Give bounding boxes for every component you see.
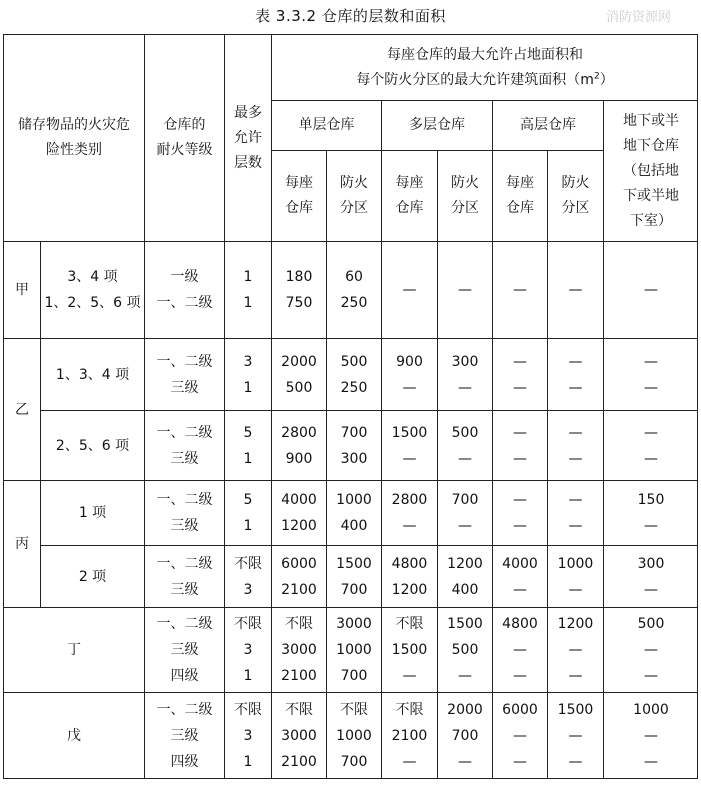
cell-value: 一、二级 bbox=[156, 555, 213, 572]
cell-value: 不限 bbox=[395, 701, 424, 718]
group-label-bing: 丙 bbox=[15, 536, 29, 552]
group-label-yi: 乙 bbox=[15, 401, 29, 418]
cell-hz bbox=[548, 411, 603, 480]
header-max-floors-line: 最多 bbox=[234, 104, 262, 121]
cell-value: 2000 bbox=[447, 701, 483, 718]
cell-value: 2、5、6 项 bbox=[55, 437, 130, 454]
cell-hb bbox=[493, 546, 547, 607]
cell-sb bbox=[272, 608, 326, 692]
cell-value: 6000 bbox=[502, 701, 538, 718]
cell-floors bbox=[225, 608, 271, 692]
cell-ug bbox=[604, 242, 698, 338]
header-per-zone-line: 防火 bbox=[561, 175, 590, 191]
cell-value: 3 bbox=[243, 642, 253, 658]
header-category-line: 险性类别 bbox=[46, 142, 102, 158]
cell-value: — bbox=[568, 492, 583, 508]
cell-hb bbox=[493, 481, 547, 545]
cell-value: — bbox=[568, 424, 583, 441]
cell-value: — bbox=[644, 450, 658, 467]
cell-value: 700 bbox=[451, 492, 479, 508]
cell-value: 500 bbox=[340, 353, 368, 370]
cell-value: 500 bbox=[451, 642, 479, 658]
cell-sz bbox=[327, 546, 381, 607]
cell-rating bbox=[145, 339, 224, 410]
cell-value: — bbox=[568, 379, 583, 396]
cell-value: 一、二级 bbox=[156, 353, 213, 370]
header-area-line: 每座仓库的最大允许占地面积和 bbox=[387, 46, 583, 63]
header-max-floors-line: 层数 bbox=[234, 154, 262, 171]
cell-mb bbox=[382, 481, 437, 545]
cell-value: — bbox=[402, 450, 417, 467]
header-fire-rating bbox=[145, 35, 224, 241]
cell-value: — bbox=[568, 727, 583, 744]
cell-value: — bbox=[644, 353, 658, 370]
header-max-floors-line: 允许 bbox=[234, 129, 262, 146]
cell-value: 4000 bbox=[281, 492, 317, 508]
header-area-close: ） bbox=[599, 71, 614, 88]
cell-hb bbox=[493, 242, 547, 338]
cell-rating bbox=[145, 481, 224, 545]
cell-value: — bbox=[458, 753, 472, 770]
cell-value: 1 bbox=[243, 668, 253, 684]
cell-hb bbox=[493, 339, 547, 410]
cell-value: 2100 bbox=[281, 581, 317, 598]
cell-value: — bbox=[644, 282, 658, 298]
cell-value: — bbox=[513, 353, 527, 370]
cell-value: 4800 bbox=[391, 555, 428, 572]
header-area-text: 每个防火分区的最大允许建筑面积（m bbox=[356, 71, 594, 88]
cell-value: 1 bbox=[243, 753, 253, 770]
table-title: 表 3.3.2 仓库的层数和面积 bbox=[255, 7, 446, 25]
cell-value: 一、二级 bbox=[156, 701, 213, 718]
cell-value: 三级 bbox=[170, 727, 199, 744]
cell-value: 1200 bbox=[281, 518, 317, 534]
cell-value: 一级 bbox=[170, 269, 199, 285]
cell-floors bbox=[225, 411, 271, 480]
cell-value: 1 bbox=[243, 450, 253, 467]
cell-value: 6000 bbox=[281, 555, 317, 572]
header-area-group bbox=[272, 35, 698, 100]
header-underground bbox=[604, 101, 698, 241]
cell-value: — bbox=[568, 581, 583, 598]
cell-value: 一、二级 bbox=[156, 295, 213, 311]
cell-value: — bbox=[568, 753, 583, 770]
cell-value: 三级 bbox=[170, 450, 199, 467]
cell-sz bbox=[327, 608, 381, 692]
cell-value: 4000 bbox=[502, 555, 538, 572]
cell-value: 4800 bbox=[502, 616, 538, 632]
cell-ug bbox=[604, 608, 698, 692]
cell-value: 150 bbox=[637, 492, 665, 508]
cell-value: 3000 bbox=[281, 642, 317, 658]
cell-value: 一、二级 bbox=[156, 424, 213, 441]
cell-hz bbox=[548, 693, 603, 778]
cell-value: 不限 bbox=[285, 616, 313, 632]
cell-mz bbox=[438, 411, 492, 480]
header-single-building bbox=[272, 151, 326, 241]
header-multi-building bbox=[382, 151, 437, 241]
cell-value: 1、2、5、6 项 bbox=[44, 295, 141, 311]
header-per-building-line: 每座 bbox=[285, 175, 313, 191]
header-multi-zone bbox=[438, 151, 492, 241]
cell-value: 三级 bbox=[170, 518, 199, 534]
cell-value: 1 bbox=[243, 269, 253, 285]
cell-value: 3000 bbox=[281, 727, 317, 744]
cell-value: 2800 bbox=[281, 424, 317, 441]
cell-value: 2000 bbox=[281, 353, 317, 370]
cell-value: 3 bbox=[243, 727, 253, 744]
cell-value: — bbox=[644, 379, 658, 396]
cell-value: 300 bbox=[637, 555, 665, 572]
cell-mb bbox=[382, 242, 437, 338]
cell-value: 一、二级 bbox=[156, 492, 213, 508]
cell-floors bbox=[225, 339, 271, 410]
header-single-zone bbox=[327, 151, 381, 241]
cell-ug bbox=[604, 693, 698, 778]
header-high-zone bbox=[548, 151, 603, 241]
header-fire-rating-line: 仓库的 bbox=[163, 117, 206, 133]
cell-value: — bbox=[568, 450, 583, 467]
cell-value: — bbox=[513, 727, 527, 744]
cell-mz bbox=[438, 693, 492, 778]
cell-mz bbox=[438, 339, 492, 410]
cell-value: — bbox=[458, 379, 472, 396]
cell-value: 1 bbox=[243, 379, 253, 396]
cell-value: 300 bbox=[451, 353, 479, 370]
cell-value: 1 项 bbox=[78, 505, 107, 521]
cell-value: 300 bbox=[340, 450, 368, 467]
cell-value: — bbox=[513, 581, 527, 598]
header-per-zone-line: 分区 bbox=[451, 200, 479, 216]
cell-value: 750 bbox=[285, 295, 313, 311]
cell-value: 400 bbox=[340, 518, 368, 534]
cell-value: 1000 bbox=[336, 492, 372, 508]
cell-rating bbox=[145, 608, 224, 692]
cell-value: — bbox=[568, 282, 583, 298]
cell-value: 1000 bbox=[557, 555, 594, 572]
cell-floors bbox=[225, 546, 271, 607]
header-underground-line: 地下仓库 bbox=[623, 137, 679, 154]
header-category bbox=[4, 35, 144, 241]
cell-value: 500 bbox=[451, 424, 479, 441]
header-category-line: 储存物品的火灾危 bbox=[18, 117, 130, 133]
cell-mz bbox=[438, 608, 492, 692]
cell-sz bbox=[327, 339, 381, 410]
cell-value: — bbox=[458, 282, 472, 298]
cell-value: 3 bbox=[243, 353, 253, 370]
cell-rating bbox=[145, 546, 224, 607]
cell-mz bbox=[438, 546, 492, 607]
cell-hb bbox=[493, 411, 547, 480]
cell-mb bbox=[382, 546, 437, 607]
cell-value: 三级 bbox=[170, 379, 199, 396]
group-label-wu: 戊 bbox=[67, 727, 81, 744]
cell-ug bbox=[604, 339, 698, 410]
cell-sb bbox=[272, 242, 326, 338]
cell-value: 180 bbox=[285, 269, 313, 285]
cell-value: 四级 bbox=[170, 668, 199, 684]
cell-hb bbox=[493, 693, 547, 778]
cell-floors bbox=[225, 693, 271, 778]
header-area-sup: 2 bbox=[593, 70, 600, 81]
cell-value: 1 bbox=[243, 295, 253, 311]
cell-value: 不限 bbox=[395, 616, 424, 632]
cell-item bbox=[41, 339, 144, 410]
header-high: 高层仓库 bbox=[520, 117, 576, 133]
header-underground-line: 地下或半 bbox=[623, 112, 679, 129]
cell-hz bbox=[548, 481, 603, 545]
header-per-building-line: 仓库 bbox=[285, 200, 313, 216]
header-fire-rating-line: 耐火等级 bbox=[156, 142, 213, 158]
cell-value: 5 bbox=[243, 424, 253, 441]
cell-value: 不限 bbox=[285, 701, 313, 718]
cell-value: 四级 bbox=[170, 753, 199, 770]
cell-value: 2100 bbox=[281, 668, 317, 684]
cell-ug bbox=[604, 411, 698, 480]
cell-value: 1500 bbox=[557, 701, 594, 718]
header-underground-line: （包括地 bbox=[623, 162, 679, 179]
cell-floors bbox=[225, 481, 271, 545]
header-max-floors bbox=[225, 35, 271, 241]
cell-value: — bbox=[513, 282, 527, 298]
cell-value: 1200 bbox=[557, 616, 594, 632]
cell-hz bbox=[548, 242, 603, 338]
cell-hz bbox=[548, 546, 603, 607]
cell-value: 1、3、4 项 bbox=[55, 366, 130, 383]
cell-sb bbox=[272, 411, 326, 480]
cell-value: — bbox=[644, 753, 658, 770]
cell-rating bbox=[145, 693, 224, 778]
header-single: 单层仓库 bbox=[298, 117, 355, 133]
cell-value: 700 bbox=[340, 424, 368, 441]
cell-value: — bbox=[513, 753, 527, 770]
cell-item bbox=[41, 546, 144, 607]
cell-value: 5 bbox=[243, 492, 253, 508]
cell-value: 不限 bbox=[234, 701, 262, 718]
cell-value: — bbox=[402, 379, 417, 396]
cell-value: — bbox=[402, 753, 417, 770]
cell-value: 2100 bbox=[391, 727, 428, 744]
cell-value: — bbox=[568, 642, 583, 658]
cell-sb bbox=[272, 546, 326, 607]
cell-value: — bbox=[568, 518, 583, 534]
cell-value: — bbox=[513, 424, 527, 441]
cell-value: — bbox=[644, 668, 658, 684]
cell-mb bbox=[382, 693, 437, 778]
header-per-zone-line: 分区 bbox=[561, 200, 590, 216]
cell-value: — bbox=[644, 581, 658, 598]
cell-value: 3 bbox=[243, 581, 253, 598]
header-per-building-line: 仓库 bbox=[506, 200, 534, 216]
cell-value: 250 bbox=[340, 295, 368, 311]
cell-item bbox=[41, 242, 144, 338]
cell-value: 2800 bbox=[391, 492, 428, 508]
cell-value: — bbox=[644, 642, 658, 658]
cell-value: 400 bbox=[451, 581, 479, 598]
cell-item bbox=[41, 481, 144, 545]
cell-value: 1000 bbox=[336, 642, 372, 658]
header-per-building-line: 仓库 bbox=[395, 200, 424, 216]
cell-value: 700 bbox=[340, 581, 368, 598]
cell-value: 1500 bbox=[336, 555, 372, 572]
cell-sb bbox=[272, 339, 326, 410]
cell-mb bbox=[382, 339, 437, 410]
cell-value: 1 bbox=[243, 518, 253, 534]
cell-value: 不限 bbox=[234, 616, 262, 632]
cell-value: 500 bbox=[637, 616, 665, 632]
cell-value: — bbox=[513, 642, 527, 658]
header-underground-line: 下或半地 bbox=[623, 187, 679, 204]
cell-value: — bbox=[568, 668, 583, 684]
cell-floors bbox=[225, 242, 271, 338]
cell-value: 900 bbox=[285, 450, 313, 467]
cell-value: — bbox=[568, 353, 583, 370]
cell-value: 60 bbox=[345, 269, 363, 285]
cell-value: 700 bbox=[451, 727, 479, 744]
header-area-line bbox=[356, 68, 613, 93]
cell-hz bbox=[548, 608, 603, 692]
cell-value: — bbox=[402, 518, 417, 534]
group-label-jia: 甲 bbox=[15, 282, 29, 298]
cell-mz bbox=[438, 242, 492, 338]
cell-ug bbox=[604, 546, 698, 607]
cell-value: 1200 bbox=[447, 555, 483, 572]
header-underground-line: 下室） bbox=[630, 212, 672, 229]
cell-value: 不限 bbox=[340, 701, 368, 718]
cell-sz bbox=[327, 693, 381, 778]
cell-rating bbox=[145, 411, 224, 480]
cell-value: 2100 bbox=[281, 753, 317, 770]
cell-hz bbox=[548, 339, 603, 410]
cell-value: 3000 bbox=[336, 616, 372, 632]
cell-hb bbox=[493, 608, 547, 692]
cell-value: — bbox=[513, 668, 527, 684]
cell-value: — bbox=[513, 379, 527, 396]
header-per-zone-line: 分区 bbox=[340, 200, 368, 216]
cell-value: 1000 bbox=[336, 727, 372, 744]
cell-value: 250 bbox=[340, 379, 368, 396]
header-high-building bbox=[493, 151, 547, 241]
cell-mz bbox=[438, 481, 492, 545]
cell-value: — bbox=[644, 518, 658, 534]
cell-value: — bbox=[644, 727, 658, 744]
watermark: 消防资源网 bbox=[606, 10, 672, 25]
cell-value: 2 项 bbox=[78, 568, 107, 585]
cell-ug bbox=[604, 481, 698, 545]
cell-value: 不限 bbox=[234, 555, 262, 572]
header-per-zone-line: 防火 bbox=[451, 175, 479, 191]
cell-value: 1500 bbox=[391, 642, 428, 658]
cell-value: — bbox=[458, 518, 472, 534]
cell-sz bbox=[327, 481, 381, 545]
cell-value: 1000 bbox=[633, 701, 669, 718]
cell-sb bbox=[272, 481, 326, 545]
cell-value: 500 bbox=[285, 379, 313, 396]
cell-mb bbox=[382, 411, 437, 480]
cell-value: 700 bbox=[340, 753, 368, 770]
cell-value: 1200 bbox=[391, 581, 428, 598]
cell-value: 1500 bbox=[391, 424, 428, 441]
cell-value: 900 bbox=[396, 353, 423, 370]
group-label-ding: 丁 bbox=[67, 642, 81, 658]
cell-value: 3、4 项 bbox=[67, 269, 118, 285]
cell-sz bbox=[327, 242, 381, 338]
cell-value: — bbox=[513, 450, 527, 467]
cell-sb bbox=[272, 693, 326, 778]
cell-item bbox=[41, 411, 144, 480]
cell-value: 一、二级 bbox=[156, 616, 213, 632]
cell-sz bbox=[327, 411, 381, 480]
cell-value: — bbox=[513, 518, 527, 534]
header-per-zone-line: 防火 bbox=[340, 175, 368, 191]
header-per-building-line: 每座 bbox=[506, 175, 534, 191]
cell-value: 700 bbox=[340, 668, 368, 684]
cell-value: 三级 bbox=[170, 642, 199, 658]
cell-value: 1500 bbox=[447, 616, 483, 632]
cell-value: — bbox=[402, 668, 417, 684]
header-multi: 多层仓库 bbox=[409, 117, 465, 133]
cell-value: 三级 bbox=[170, 581, 199, 598]
cell-mb bbox=[382, 608, 437, 692]
cell-rating bbox=[145, 242, 224, 338]
cell-value: — bbox=[458, 668, 472, 684]
cell-value: — bbox=[458, 450, 472, 467]
cell-value: — bbox=[513, 492, 527, 508]
cell-value: — bbox=[402, 282, 417, 298]
cell-value: — bbox=[644, 424, 658, 441]
header-per-building-line: 每座 bbox=[395, 175, 424, 191]
